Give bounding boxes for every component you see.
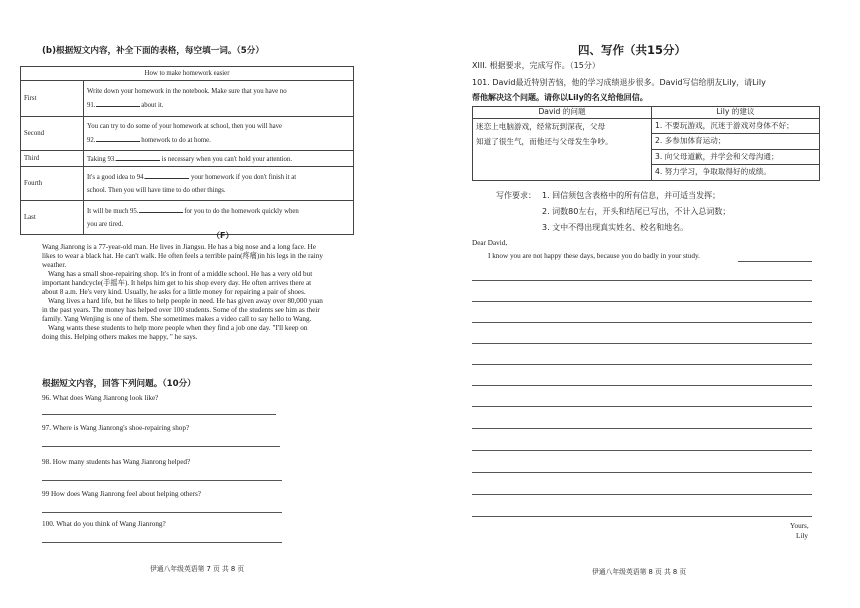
prompt-line: 101. David最近特别苦恼，他的学习成绩退步很多。David写信给朋友Lily，请Lily — [472, 78, 766, 87]
row-label: Second — [21, 117, 84, 151]
section-b-instruction: (b)根据短文内容，补全下面的表格，每空填一词。（5分） — [42, 46, 264, 56]
writing-line[interactable] — [472, 406, 812, 407]
row-label: Fourth — [21, 167, 84, 201]
answer-blank-95[interactable] — [139, 206, 183, 213]
requirement-item: 2. 词数80左右，开头和结尾已写出，不计入总词数； — [542, 207, 731, 216]
row-text: you are tired. — [87, 221, 124, 228]
answer-blank-93[interactable] — [116, 154, 160, 161]
passage-line: Wang Jianrong is a 77-year-old man. He lives in Jiangsu. He has a big nose and a long face. He — [42, 243, 316, 251]
problem-line: 知道了很生气，而他还与父母发生争吵。 — [476, 137, 613, 146]
table-row — [21, 167, 354, 201]
row-text: about it. — [141, 102, 164, 109]
row-text: Write down your homework in the notebook. Make sure that you have no — [87, 88, 287, 95]
passage — [42, 243, 384, 342]
answer-line-100[interactable] — [42, 542, 282, 543]
passage-label: （F） — [212, 231, 234, 240]
row-label: Third — [21, 151, 84, 167]
prompt-line: 帮他解决这个问题。请你以Lily的名义给他回信。 — [472, 93, 648, 102]
row-text: homework to do at home. — [141, 137, 211, 144]
passage-line: Wang has a small shoe-repairing shop. It's in front of a middle school. He has a very old but — [48, 270, 313, 278]
passage-line: Wang lives a hard life, but he likes to help people in need. He has given away over 80,000 yuan — [48, 297, 323, 305]
passage-line: about 8 a.m. He's very kind. Usually, he asks for a little money for repairing a pair of shoes. — [42, 288, 306, 296]
writing-line[interactable] — [472, 494, 812, 495]
passage-line: important handcycle(手摇车). It helps him get to his shop every day. He often arrives there at — [42, 279, 312, 287]
requirement-item: 1. 回信须包含表格中的所有信息，并可适当发挥； — [542, 191, 721, 200]
writing-line[interactable] — [472, 364, 812, 365]
questions-instruction: 根据短文内容，回答下列问题。（10分） — [42, 379, 196, 389]
table-title: How to make homework easier — [21, 67, 354, 81]
table-head-problem: David 的问题 — [473, 107, 652, 119]
page-footer: 伊通八年级英语第 7 页 共 8 页 — [150, 565, 245, 573]
writing-table — [472, 106, 820, 181]
blank-number: 92. — [87, 137, 96, 144]
passage-line: doing this. Helping others makes me happy, " he says. — [42, 333, 198, 341]
section-title: 四、写作（共15分） — [578, 43, 687, 57]
letter-signature: Lily — [796, 532, 808, 540]
passage-line: Wang wants these students to help more people when they find a job one day. "I'll keep on — [48, 324, 308, 332]
page-footer: 伊通八年级英语第 8 页 共 8 页 — [592, 568, 687, 576]
row-text: your homework if you don't finish it at — [190, 174, 297, 181]
row-text: You can try to do some of your homework at school, then you will have — [87, 123, 283, 130]
blank-number: It will be much 95. — [87, 208, 139, 215]
advice-item: 3. 向父母道歉，并学会和父母沟通； — [652, 150, 819, 166]
writing-line[interactable] — [472, 516, 812, 517]
question-98: 98. How many students has Wang Jianrong helped? — [42, 458, 191, 466]
answer-line-97[interactable] — [42, 446, 280, 447]
requirements-label: 写作要求： — [496, 191, 536, 200]
writing-line[interactable] — [472, 301, 812, 302]
table-head-advice: Lily 的建议 — [652, 107, 820, 119]
advice-item: 2. 多参加体育运动； — [652, 134, 819, 150]
row-label: First — [21, 81, 84, 117]
passage-line: likes to wear a black hat. He can't walk. He often feels a terrible pain(疼痛)in his legs in the rainy — [42, 252, 323, 260]
letter-opening: I know you are not happy these days, because you do badly in your study. — [488, 252, 700, 260]
letter-closing: Yours, — [790, 522, 809, 530]
answer-line-99[interactable] — [42, 512, 282, 513]
table-row — [21, 201, 354, 235]
passage-line: in the past years. The money has helped over 100 students. Some of the students see him as their — [42, 306, 320, 314]
question-100: 100. What do you think of Wang Jianrong? — [42, 520, 166, 528]
row-label: Last — [21, 201, 84, 235]
letter-greeting: Dear David, — [472, 239, 508, 247]
table-row — [21, 151, 354, 167]
advice-item: 1. 不要玩游戏，沉迷于游戏对身体不好； — [652, 119, 819, 135]
passage-line: weather. — [42, 261, 67, 269]
problem-line: 迷恋上电脑游戏，经常玩到深夜，父母 — [476, 121, 606, 131]
writing-line[interactable] — [472, 450, 812, 451]
table-row — [21, 117, 354, 151]
answer-blank-91[interactable] — [96, 100, 140, 107]
question-99: 99 How does Wang Jianrong feel about helping others? — [42, 490, 201, 498]
writing-line[interactable] — [472, 343, 812, 344]
answer-line-98[interactable] — [42, 480, 282, 481]
writing-line[interactable] — [472, 322, 812, 323]
row-text: school. Then you will have time to do other things. — [87, 187, 226, 194]
requirement-item: 3. 文中不得出现真实姓名、校名和地名。 — [542, 223, 689, 232]
advice-item: 4. 努力学习，争取取得好的成绩。 — [655, 167, 771, 176]
table-row — [21, 81, 354, 117]
writing-line[interactable] — [472, 428, 812, 429]
writing-line[interactable] — [738, 261, 812, 262]
sub-title: XIII. 根据要求，完成写作。（15分） — [472, 61, 600, 70]
answer-line-96[interactable] — [42, 414, 276, 415]
question-96: 96. What does Wang Jianrong look like? — [42, 394, 159, 402]
blank-number: It's a good idea to 94. — [87, 174, 146, 181]
row-text: for you to do the homework quickly when — [184, 208, 299, 215]
homework-table — [20, 66, 354, 235]
writing-line[interactable] — [472, 280, 812, 281]
writing-line[interactable] — [472, 472, 812, 473]
blank-number: 91. — [87, 102, 96, 109]
answer-blank-94[interactable] — [145, 172, 189, 179]
row-text: is necessary when you can't hold your attention. — [161, 155, 293, 163]
blank-number: Taking 93. — [87, 155, 116, 163]
answer-blank-92[interactable] — [96, 135, 140, 142]
question-97: 97. Where is Wang Jianrong's shoe-repairing shop? — [42, 424, 190, 432]
writing-line[interactable] — [472, 385, 812, 386]
passage-line: family. Yang Wenjing is one of them. She sometimes makes a video call to say hello to Wang. — [42, 315, 312, 323]
